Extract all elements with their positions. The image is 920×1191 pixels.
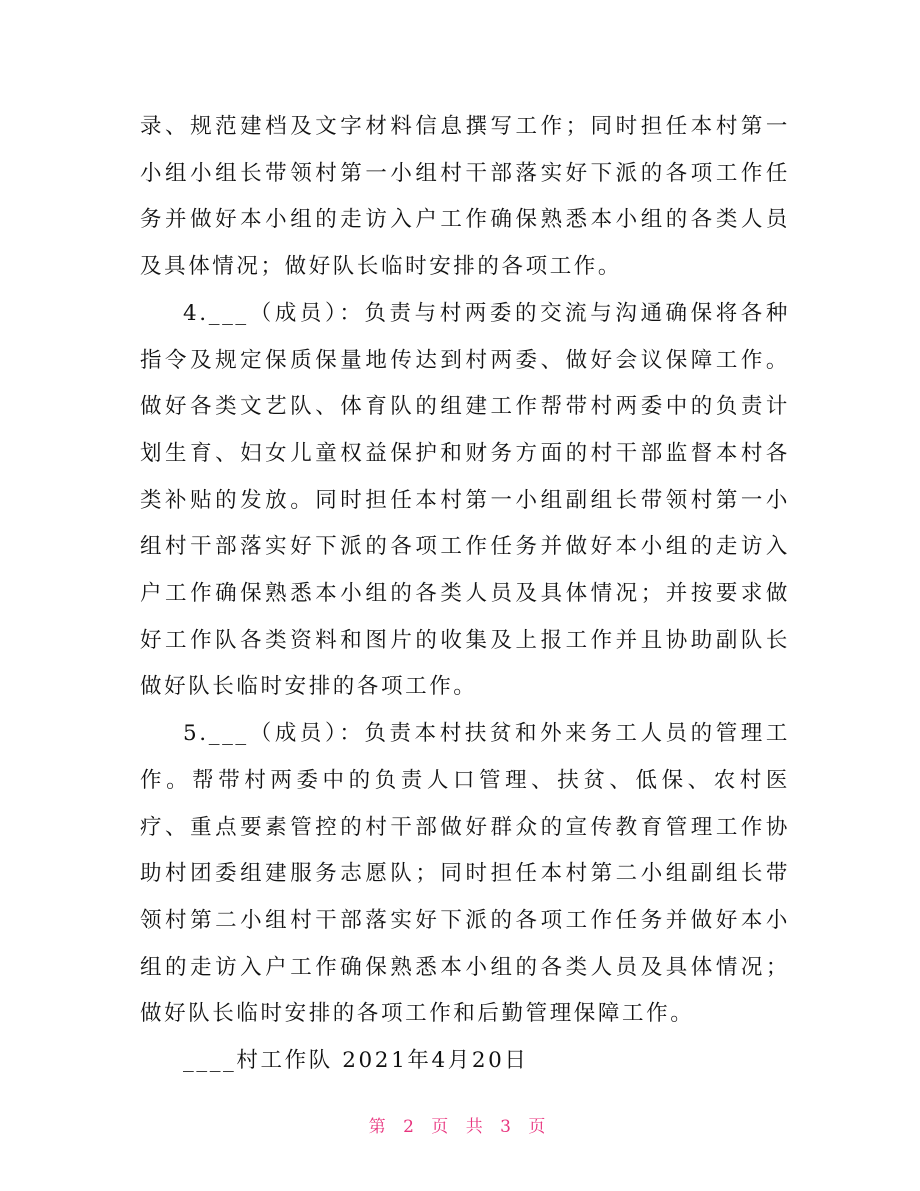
document-body [140, 104, 790, 1085]
signature-line: ____村工作队 2021年4月20日 [183, 1048, 529, 1074]
paragraph-continuation: 录、规范建档及文字材料信息撰写工作；同时担任本村第一小组小组长带领村第一小组村干部落实好下派的各项工作任务并做好本小组的走访入户工作确保熟悉本小组的各类人员及具体情况；做好队长临时安排的各项工作。 [140, 114, 790, 280]
page-number-footer: 第 2 页 共 3 页 [368, 1117, 552, 1137]
paragraph-member-5: 5.___（成员）：负责本村扶贫和外来务工人员的管理工作。帮带村两委中的负责人口管理、扶贫、低保、农村医疗、重点要素管控的村干部做好群众的宣传教育管理工作协助村团委组建服务志愿队；同时担任本村第二小组副组长带领村第二小组村干部落实好下派的各项工作任务并做好本小组的走访入户工作确保熟悉本小组的各类人员及具体情况；做好队长临时安排的各项工作和后勤管理保障工作。 [140, 721, 790, 1027]
paragraph-member-4: 4.___（成员）：负责与村两委的交流与沟通确保将各种指令及规定保质保量地传达到村两委、做好会议保障工作。做好各类文艺队、体育队的组建工作帮带村两委中的负责计划生育、妇女儿童权益保护和财务方面的村干部监督本村各类补贴的发放。同时担任本村第一小组副组长带领村第一小组村干部落实好下派的各项工作任务并做好本小组的走访入户工作确保熟悉本小组的各类人员及具体情况；并按要求做好工作队各类资料和图片的收集及上报工作并且协助副队长做好队长临时安排的各项工作。 [140, 300, 790, 700]
